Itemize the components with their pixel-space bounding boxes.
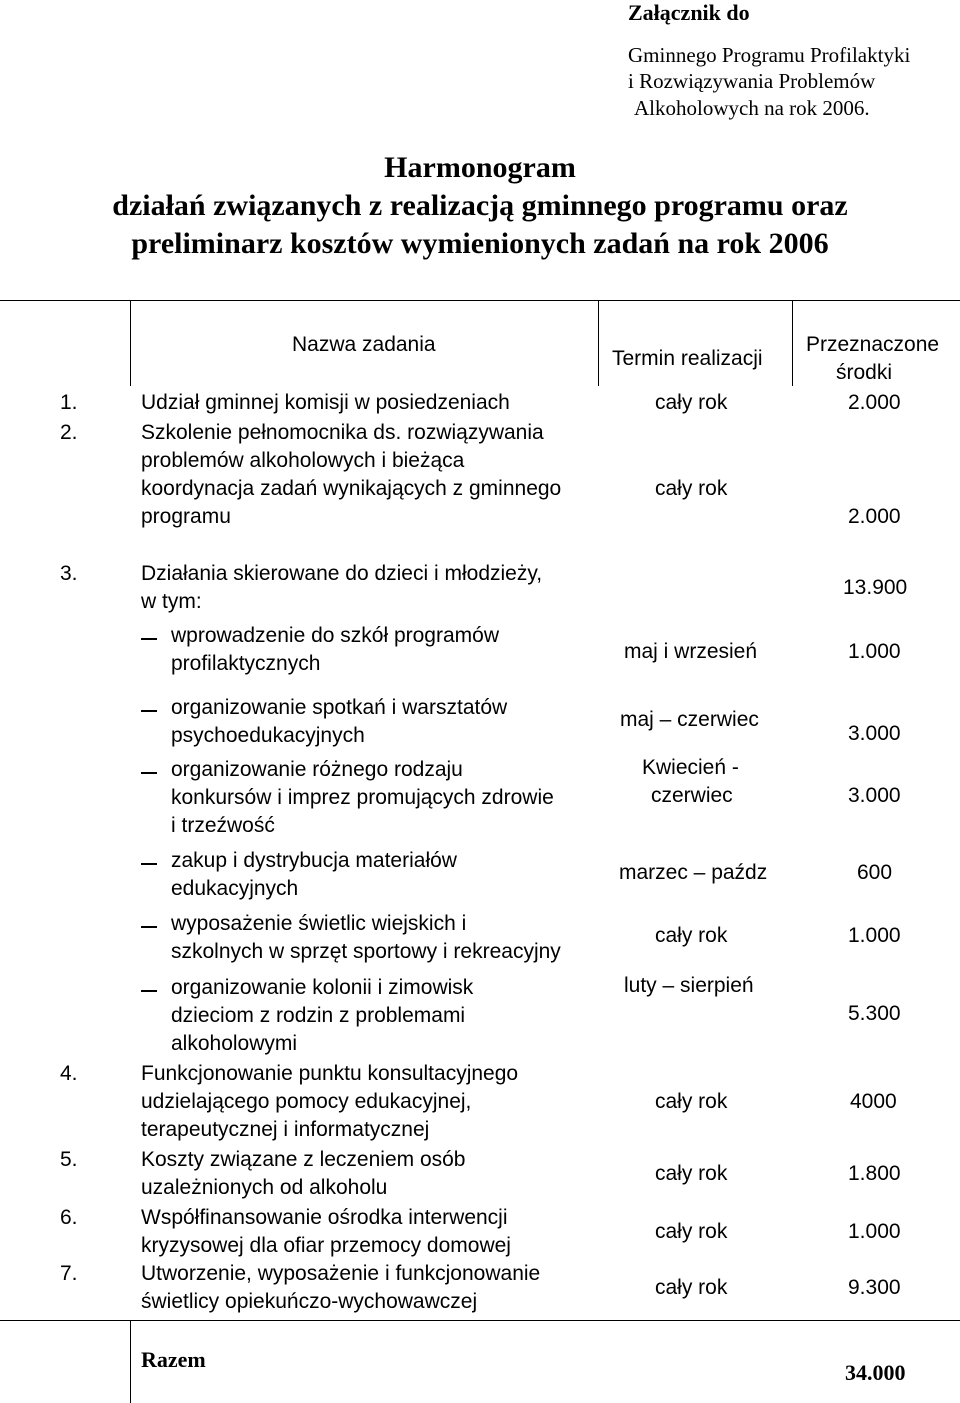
title-line-1: Harmonogram: [384, 151, 576, 184]
row-number: 7.: [60, 1262, 78, 1285]
row-task-line-1: Szkolenie pełnomocnika ds. rozwiązywania: [141, 421, 544, 444]
sub-task-line-2: szkolnych w sprzęt sportowy i rekreacyjny: [171, 940, 561, 963]
sub-term: maj – czerwiec: [620, 708, 759, 731]
row-task-line-1: Funkcjonowanie punktu konsultacyjnego: [141, 1062, 519, 1085]
row-number: 3.: [60, 562, 78, 585]
row-task-line-2: uzależnionych od alkoholu: [141, 1176, 388, 1199]
dash-bullet: [141, 863, 157, 865]
total-divider: [130, 1320, 131, 1403]
sub-task-line-1: wyposażenie świetlic wiejskich i: [171, 912, 467, 935]
row-task-line-1: Współfinansowanie ośrodka interwencji: [141, 1206, 508, 1229]
column-header-funds-2: środki: [836, 361, 893, 384]
sub-amount: 3.000: [848, 784, 901, 807]
column-header-funds-1: Przeznaczone: [806, 333, 940, 356]
row-number: 2.: [60, 421, 78, 444]
row-amount: 9.300: [848, 1276, 901, 1299]
sub-task-line-1: zakup i dystrybucja materiałów: [171, 849, 457, 872]
column-header-term: Termin realizacji: [612, 347, 763, 370]
row-task-line-3: koordynacja zadań wynikających z gminnego: [141, 477, 562, 500]
row-task-line-1: Utworzenie, wyposażenie i funkcjonowanie: [141, 1262, 541, 1285]
sub-task-line-1: wprowadzenie do szkół programów: [171, 624, 499, 647]
total-top-border: [0, 1320, 960, 1321]
row-amount: 13.900: [843, 576, 908, 599]
row-task: Udział gminnej komisji w posiedzeniach: [141, 391, 510, 414]
sub-term-line-1: Kwiecień -: [642, 756, 739, 779]
sub-term: marzec – paźdz: [619, 861, 768, 884]
row-term: cały rok: [655, 1220, 728, 1243]
table-top-border: [0, 300, 960, 301]
program-line-1: Gminnego Programu Profilaktyki: [628, 43, 911, 67]
row-term: cały rok: [655, 1162, 728, 1185]
header-divider-3: [792, 300, 793, 386]
row-amount: 4000: [850, 1090, 897, 1113]
dash-bullet: [141, 990, 157, 992]
row-term: cały rok: [655, 477, 728, 500]
dash-bullet: [141, 710, 157, 712]
row-task-line-2: udzielającego pomocy edukacyjnej,: [141, 1090, 472, 1113]
program-line-3: Alkoholowych na rok 2006.: [634, 96, 870, 120]
sub-amount: 5.300: [848, 1002, 901, 1025]
row-amount: 2.000: [848, 505, 901, 528]
attachment-label: Załącznik do: [628, 0, 750, 25]
program-line-2: i Rozwiązywania Problemów: [628, 69, 876, 93]
row-amount: 1.000: [848, 1220, 901, 1243]
header-divider-1: [130, 300, 131, 386]
title-line-3: preliminarz kosztów wymienionych zadań na rok 2006: [131, 227, 829, 260]
sub-amount: 3.000: [848, 722, 901, 745]
sub-term: cały rok: [655, 924, 728, 947]
row-task-line-1: Koszty związane z leczeniem osób: [141, 1148, 466, 1171]
row-task-line-3: terapeutycznej i informatycznej: [141, 1118, 430, 1141]
sub-task-line-2: profilaktycznych: [171, 652, 321, 675]
row-task-line-4: programu: [141, 505, 231, 528]
sub-task-line-2: edukacyjnych: [171, 877, 299, 900]
sub-term: maj i wrzesień: [624, 640, 758, 663]
row-number: 4.: [60, 1062, 78, 1085]
total-value: 34.000: [845, 1360, 906, 1385]
row-number: 5.: [60, 1148, 78, 1171]
sub-task-line-3: alkoholowymi: [171, 1032, 298, 1055]
total-label: Razem: [141, 1347, 206, 1372]
row-term: cały rok: [655, 1276, 728, 1299]
row-number: 1.: [60, 391, 78, 414]
sub-task-line-2: konkursów i imprez promujących zdrowie: [171, 786, 554, 809]
row-term: cały rok: [655, 1090, 728, 1113]
dash-bullet: [141, 772, 157, 774]
row-task-line-2: problemów alkoholowych i bieżąca: [141, 449, 465, 472]
sub-task-line-1: organizowanie spotkań i warsztatów: [171, 696, 508, 719]
row-number: 6.: [60, 1206, 78, 1229]
dash-bullet: [141, 926, 157, 928]
sub-term: luty – sierpień: [624, 974, 754, 997]
sub-task-line-3: i trzeźwość: [171, 814, 275, 837]
sub-amount: 600: [857, 861, 893, 884]
row-amount: 1.800: [848, 1162, 901, 1185]
row-task-line-1: Działania skierowane do dzieci i młodzieży,: [141, 562, 543, 585]
sub-task-line-1: organizowanie kolonii i zimowisk: [171, 976, 474, 999]
title-line-2: działań związanych z realizacją gminnego programu oraz: [112, 189, 848, 222]
row-term: cały rok: [655, 391, 728, 414]
row-amount: 2.000: [848, 391, 901, 414]
row-task-line-2: kryzysowej dla ofiar przemocy domowej: [141, 1234, 511, 1257]
sub-amount: 1.000: [848, 640, 901, 663]
sub-task-line-1: organizowanie różnego rodzaju: [171, 758, 463, 781]
dash-bullet: [141, 638, 157, 640]
row-task-line-2: w tym:: [141, 590, 202, 613]
sub-task-line-2: psychoedukacyjnych: [171, 724, 365, 747]
row-task-line-2: świetlicy opiekuńczo-wychowawczej: [141, 1290, 478, 1313]
column-header-task: Nazwa zadania: [292, 333, 436, 356]
sub-term-line-2: czerwiec: [651, 784, 733, 807]
header-divider-2: [598, 300, 599, 386]
sub-task-line-2: dzieciom z rodzin z problemami: [171, 1004, 466, 1027]
sub-amount: 1.000: [848, 924, 901, 947]
